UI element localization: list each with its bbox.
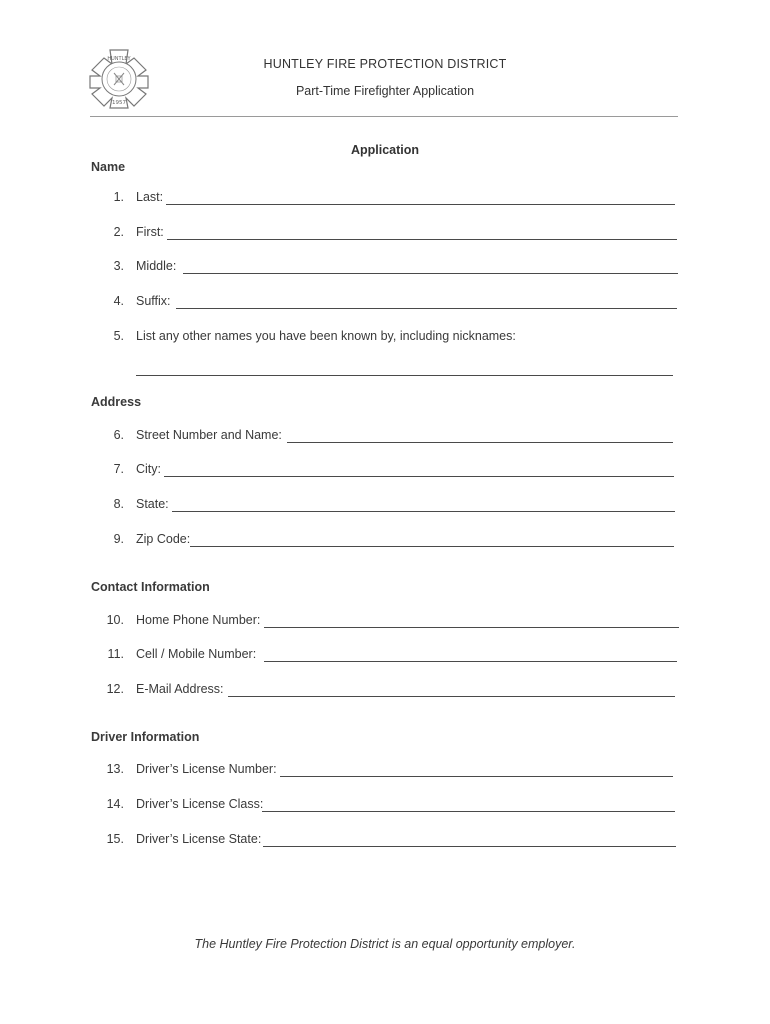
field-answer-line[interactable]: [264, 627, 679, 628]
field-label: City:: [136, 462, 161, 476]
field-label: Driver’s License Class:: [136, 797, 264, 811]
field-answer-line[interactable]: [264, 661, 677, 662]
form-title: Application: [350, 143, 420, 157]
field-label: Middle:: [136, 259, 177, 273]
section-heading-driver: Driver Information: [91, 730, 200, 744]
field-number: 7.: [113, 462, 124, 476]
field-number: 4.: [113, 294, 124, 308]
field-answer-line[interactable]: [167, 239, 677, 240]
section-heading-name: Name: [91, 160, 126, 174]
field-answer-line[interactable]: [190, 546, 674, 547]
field-answer-line[interactable]: [280, 776, 673, 777]
section-heading-address: Address: [91, 395, 142, 409]
field-label: Driver’s License Number:: [136, 762, 277, 776]
field-number: 11.: [107, 647, 124, 661]
field-number: 9.: [113, 532, 124, 546]
field-label: Driver’s License State:: [136, 832, 262, 846]
field-label: Street Number and Name:: [136, 428, 282, 442]
field-label: List any other names you have been known by, including nicknames:: [136, 329, 516, 343]
field-answer-line[interactable]: [172, 511, 675, 512]
field-number: 12.: [106, 682, 124, 696]
field-label: State:: [136, 497, 169, 511]
field-answer-line[interactable]: [176, 308, 677, 309]
field-number: 15.: [106, 832, 124, 846]
field-label: Home Phone Number:: [136, 613, 261, 627]
form-subtitle: Part-Time Firefighter Application: [295, 84, 475, 98]
field-number: 3.: [113, 259, 124, 273]
field-number: 1.: [113, 190, 124, 204]
field-number: 13.: [106, 762, 124, 776]
field-answer-line[interactable]: [287, 442, 673, 443]
field-answer-line[interactable]: [262, 811, 675, 812]
field-answer-line[interactable]: [166, 204, 675, 205]
field-label: E-Mail Address:: [136, 682, 224, 696]
field-label: First:: [136, 225, 164, 239]
field-number: 14.: [106, 797, 124, 811]
field-answer-line[interactable]: [228, 696, 675, 697]
field-number: 2.: [113, 225, 124, 239]
field-answer-line[interactable]: [263, 846, 676, 847]
field-number: 10.: [106, 613, 124, 627]
field-label: Cell / Mobile Number:: [136, 647, 257, 661]
logo-top-text: HUNTLEY: [107, 56, 131, 62]
field-number: 8.: [113, 497, 124, 511]
field-answer-line[interactable]: [164, 476, 674, 477]
organization-name: HUNTLEY FIRE PROTECTION DISTRICT: [263, 57, 507, 71]
field-label: Last:: [136, 190, 164, 204]
field-label: Zip Code:: [136, 532, 191, 546]
other-names-answer-line[interactable]: [136, 375, 673, 376]
field-answer-line[interactable]: [183, 273, 678, 274]
logo-year: 1957: [112, 100, 126, 106]
field-number: 6.: [113, 428, 124, 442]
field-number: 5.: [113, 329, 124, 343]
header-divider: [90, 116, 678, 117]
fire-district-seal-icon: [88, 48, 150, 110]
equal-opportunity-statement: The Huntley Fire Protection District is an equal opportunity employer.: [194, 937, 576, 951]
section-heading-contact: Contact Information: [91, 580, 210, 594]
field-label: Suffix:: [136, 294, 171, 308]
